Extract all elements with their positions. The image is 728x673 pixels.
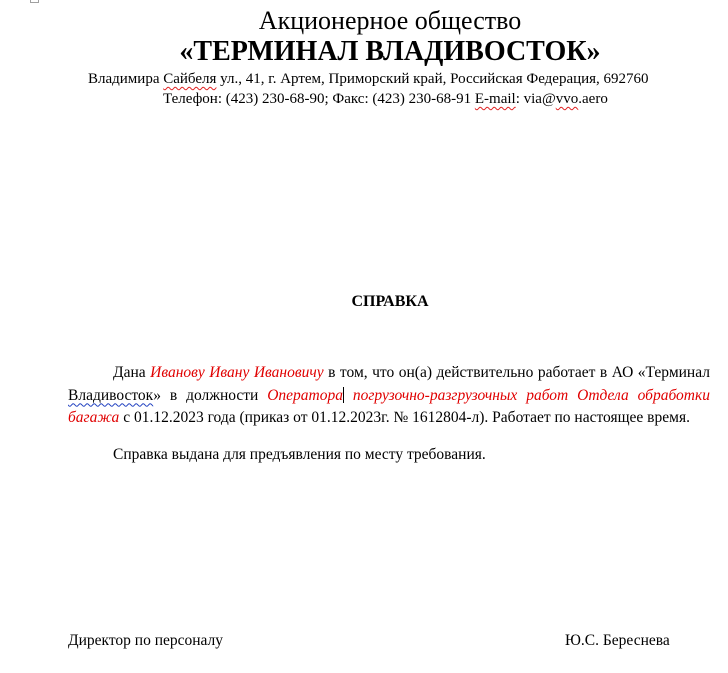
document-body xyxy=(68,362,710,466)
text-segment: » в должности xyxy=(153,386,268,404)
certificate-paragraph xyxy=(68,362,710,430)
address-suffix: ул., 41, г. Артем, Приморский край, Российская Федерация, 692760 xyxy=(216,71,649,87)
company-name-marked: Владивосток xyxy=(68,386,154,404)
phone-fax: Телефон: (423) 230-68-90; Факс: (423) 230-68-91 xyxy=(163,91,475,107)
page-corner-marker xyxy=(30,0,39,3)
org-type: Акционерное общество xyxy=(258,6,522,35)
email-label: E-mail xyxy=(474,91,516,107)
address-street-name: Сайбеля xyxy=(163,71,217,87)
employee-name: Иванову Ивану Ивановичу xyxy=(150,364,324,381)
text-segment: Дана xyxy=(113,364,151,381)
text-segment: в том, что он(а) действительно работает в АО «Терминал xyxy=(323,364,710,381)
text-segment: с 01.12.2023 года (приказ от 01.12.2023г. № 1612804-л). Работает по настоящее время. xyxy=(119,409,690,426)
employee-department: погрузочно-разгрузочных работ Отдела обработки багажа xyxy=(68,386,710,426)
email-domain: vvo xyxy=(555,91,579,107)
signatory-position: Директор по персоналу xyxy=(68,632,224,649)
signatory-name: Ю.С. Береснева xyxy=(565,632,670,649)
address-line xyxy=(88,70,649,88)
purpose-paragraph: Справка выдана для предъявления по месту требования. xyxy=(113,445,486,463)
address-prefix: Владимира xyxy=(88,71,164,87)
email-local: : via@ xyxy=(515,91,556,107)
contacts-line xyxy=(163,90,608,108)
document-title: СПРАВКА xyxy=(351,293,429,310)
employee-position: Оператора xyxy=(267,386,343,404)
letterhead xyxy=(0,6,728,68)
email-tld: .aero xyxy=(578,91,608,107)
org-name: «ТЕРМИНАЛ ВЛАДИВОСТОК» xyxy=(179,36,601,67)
